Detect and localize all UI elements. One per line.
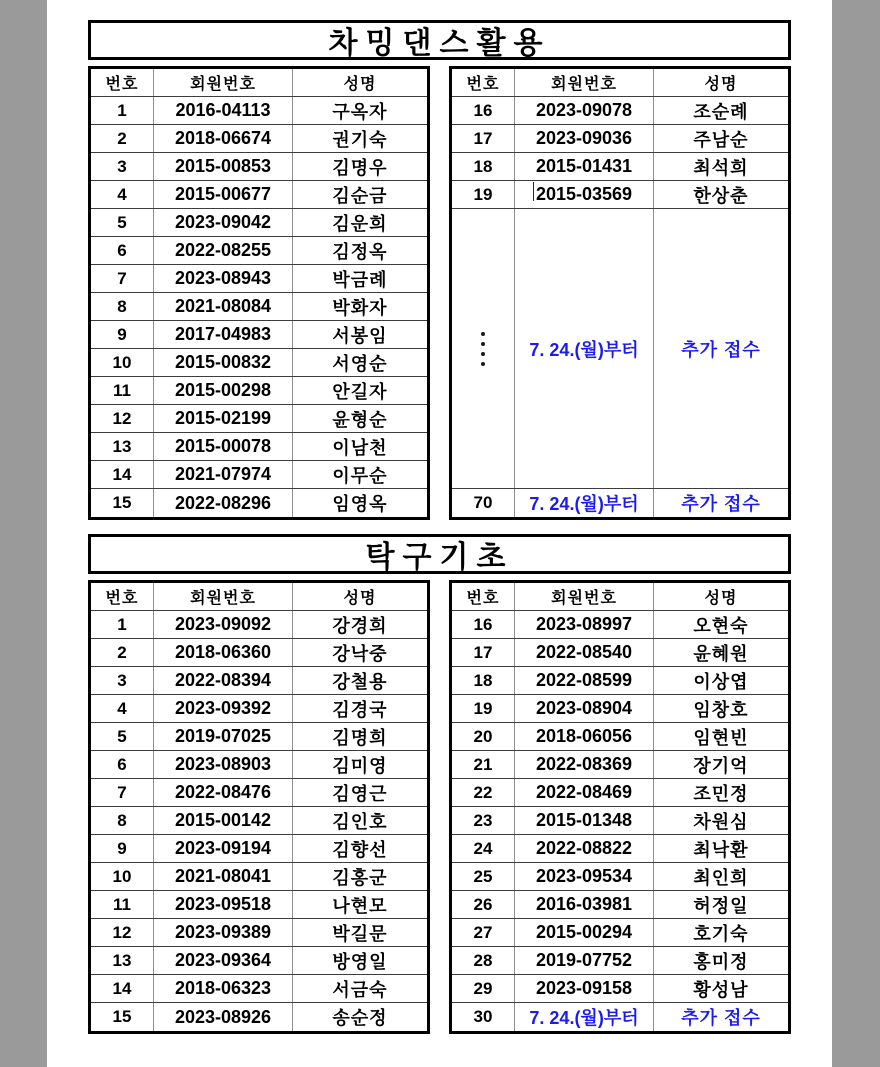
header-member-number: 회원번호 bbox=[514, 69, 654, 96]
member-name-cell: 구옥자 bbox=[332, 101, 388, 122]
section-charming-dance bbox=[88, 20, 791, 520]
row-number-cell: 12 bbox=[112, 408, 132, 428]
member-table-left bbox=[88, 580, 430, 1034]
table-row bbox=[452, 611, 788, 639]
row-number-cell: 19 bbox=[473, 184, 493, 204]
row-number-cell: 12 bbox=[112, 922, 132, 942]
member-name-cell: 장기억 bbox=[693, 755, 749, 776]
row-number-cell: 17 bbox=[473, 642, 493, 662]
row-number-cell: 21 bbox=[473, 754, 493, 774]
row-number-cell: 27 bbox=[473, 922, 493, 942]
member-name-cell: 김명희 bbox=[332, 727, 388, 748]
member-name-cell: 임영옥 bbox=[332, 494, 388, 514]
row-number-cell: 11 bbox=[113, 894, 131, 914]
section-table-tennis bbox=[88, 534, 791, 1034]
table-row bbox=[91, 667, 427, 695]
member-number-cell: 2015-02199 bbox=[153, 405, 293, 432]
table-row bbox=[452, 97, 788, 125]
member-name-cell: 김경국 bbox=[332, 699, 388, 720]
member-number-cell: 2021-08041 bbox=[153, 863, 293, 890]
member-name-cell: 오현숙 bbox=[693, 615, 749, 636]
member-number-cell: 2022-08822 bbox=[514, 835, 654, 862]
row-number-cell: 7 bbox=[117, 782, 127, 802]
member-number-cell: 2018-06674 bbox=[153, 125, 293, 152]
header-member-number: 회원번호 bbox=[514, 583, 654, 610]
member-name-cell: 박길문 bbox=[332, 923, 388, 944]
member-name-cell: 추가 접수 bbox=[681, 494, 761, 514]
member-number-cell: 2023-09518 bbox=[153, 891, 293, 918]
table-row bbox=[91, 405, 427, 433]
table-body bbox=[452, 489, 788, 517]
table-body bbox=[452, 97, 788, 209]
row-number-cell: 18 bbox=[473, 670, 493, 690]
row-number-cell: 1 bbox=[117, 614, 127, 634]
member-number-cell: 2023-09042 bbox=[153, 209, 293, 236]
row-number-cell: 8 bbox=[117, 296, 127, 316]
row-number-cell: 1 bbox=[117, 100, 127, 120]
row-number-cell: 14 bbox=[112, 978, 132, 998]
member-name-cell: 홍미정 bbox=[693, 951, 749, 972]
member-name-cell: 조민정 bbox=[693, 783, 749, 804]
member-name-cell: 송순정 bbox=[332, 1008, 388, 1028]
member-number-cell: 7. 24.(월)부터 bbox=[514, 489, 654, 517]
text-cursor bbox=[533, 182, 534, 201]
table-row bbox=[452, 639, 788, 667]
member-name-cell: 김운희 bbox=[332, 213, 388, 234]
member-number-cell: 2022-08476 bbox=[153, 779, 293, 806]
table-header-row bbox=[91, 69, 427, 97]
table-row bbox=[91, 321, 427, 349]
member-name-cell: 조순례 bbox=[693, 101, 749, 122]
row-number-cell: 22 bbox=[473, 782, 493, 802]
member-name-cell: 김명우 bbox=[332, 157, 388, 178]
header-number: 번호 bbox=[466, 590, 500, 607]
table-row bbox=[91, 1003, 427, 1031]
row-number-cell: 11 bbox=[113, 380, 131, 400]
table-row bbox=[91, 835, 427, 863]
row-number-cell: 8 bbox=[117, 810, 127, 830]
table-row bbox=[91, 611, 427, 639]
member-name-cell: 강철용 bbox=[332, 671, 388, 692]
row-number-cell: 16 bbox=[473, 100, 493, 120]
header-number: 번호 bbox=[105, 590, 139, 607]
header-member-number: 회원번호 bbox=[153, 69, 293, 96]
row-number-cell: 4 bbox=[117, 698, 127, 718]
table-row bbox=[91, 97, 427, 125]
member-name-cell: 임현빈 bbox=[693, 727, 749, 748]
member-number-cell: 2015-00853 bbox=[153, 153, 293, 180]
table-row bbox=[91, 209, 427, 237]
member-number-cell: 2016-04113 bbox=[153, 97, 293, 124]
additional-signup-row bbox=[452, 209, 788, 489]
table-row bbox=[452, 489, 788, 517]
member-name-cell: 박금례 bbox=[332, 269, 388, 290]
member-number-cell: 2023-08943 bbox=[153, 265, 293, 292]
table-body bbox=[452, 611, 788, 1031]
row-number-cell: 26 bbox=[473, 894, 493, 914]
member-name-cell: 김인호 bbox=[332, 811, 388, 832]
member-name-cell: 추가 접수 bbox=[681, 1008, 761, 1028]
table-row bbox=[452, 891, 788, 919]
table-row bbox=[452, 153, 788, 181]
row-number-cell: 4 bbox=[117, 184, 127, 204]
member-name-cell: 호기숙 bbox=[693, 923, 749, 944]
member-name-cell: 추가 접수 bbox=[681, 339, 761, 360]
table-row bbox=[91, 489, 427, 517]
member-number-cell: 2022-08296 bbox=[153, 489, 293, 517]
section-title: 차밍댄스활용 bbox=[328, 27, 551, 60]
member-name-cell: 이남천 bbox=[332, 437, 388, 458]
member-number-cell: 2015-00298 bbox=[153, 377, 293, 404]
member-name-cell: 박화자 bbox=[332, 297, 388, 318]
table-row bbox=[91, 919, 427, 947]
member-name-cell: 최석희 bbox=[693, 157, 749, 178]
member-number-cell: 2021-07974 bbox=[153, 461, 293, 488]
table-body bbox=[91, 611, 427, 1031]
member-name-cell: 강낙중 bbox=[332, 643, 388, 664]
table-row bbox=[91, 975, 427, 1003]
member-number-cell: 2015-03569 bbox=[514, 181, 654, 208]
table-row bbox=[91, 807, 427, 835]
member-name-cell: 주남순 bbox=[693, 129, 749, 150]
table-header-row bbox=[452, 69, 788, 97]
member-number-cell: 7. 24.(월)부터 bbox=[514, 209, 654, 488]
member-name-cell: 김영근 bbox=[332, 783, 388, 804]
table-row bbox=[91, 639, 427, 667]
table-row bbox=[452, 919, 788, 947]
row-number-cell: 24 bbox=[473, 838, 493, 858]
member-number-cell: 2023-09158 bbox=[514, 975, 654, 1002]
member-number-cell: 2019-07025 bbox=[153, 723, 293, 750]
member-number-cell: 2015-00294 bbox=[514, 919, 654, 946]
table-row bbox=[452, 807, 788, 835]
table-row bbox=[452, 863, 788, 891]
table-row bbox=[452, 1003, 788, 1031]
tables-pair bbox=[88, 66, 791, 520]
member-name-cell: 서봉임 bbox=[332, 325, 388, 346]
row-number-cell: 10 bbox=[112, 866, 132, 886]
member-number-cell: 2022-08599 bbox=[514, 667, 654, 694]
member-name-cell: 나현모 bbox=[332, 895, 388, 916]
member-name-cell: 차원심 bbox=[693, 811, 749, 832]
member-number-cell: 2015-00142 bbox=[153, 807, 293, 834]
table-row bbox=[452, 975, 788, 1003]
row-number-cell: 5 bbox=[117, 212, 127, 232]
table-row bbox=[452, 835, 788, 863]
row-number-cell: 2 bbox=[117, 642, 127, 662]
header-member-number: 회원번호 bbox=[153, 583, 293, 610]
member-number-cell: 2015-01348 bbox=[514, 807, 654, 834]
member-name-cell: 김정옥 bbox=[332, 241, 388, 262]
row-number-cell: 19 bbox=[473, 698, 493, 718]
member-number-cell: 2023-08997 bbox=[514, 611, 654, 638]
member-name-cell: 김미영 bbox=[332, 755, 388, 776]
member-number-cell: 2015-01431 bbox=[514, 153, 654, 180]
row-number-cell: 7 bbox=[117, 268, 127, 288]
member-number-cell: 2018-06360 bbox=[153, 639, 293, 666]
section-title-box bbox=[88, 534, 791, 574]
header-name: 성명 bbox=[343, 76, 377, 93]
table-row bbox=[452, 779, 788, 807]
table-row bbox=[91, 891, 427, 919]
table-row bbox=[452, 695, 788, 723]
member-number-cell: 2023-08904 bbox=[514, 695, 654, 722]
table-row bbox=[91, 153, 427, 181]
row-number-cell: 16 bbox=[473, 614, 493, 634]
row-number-cell: 2 bbox=[117, 128, 127, 148]
row-number-cell: 6 bbox=[117, 754, 127, 774]
row-number-cell: 9 bbox=[117, 324, 127, 344]
member-number-cell: 2023-09364 bbox=[153, 947, 293, 974]
member-number-cell: 2021-08084 bbox=[153, 293, 293, 320]
table-row bbox=[91, 237, 427, 265]
member-number-cell: 2023-09078 bbox=[514, 97, 654, 124]
member-number-cell: 2023-09036 bbox=[514, 125, 654, 152]
member-number-cell: 2023-08903 bbox=[153, 751, 293, 778]
table-row bbox=[91, 433, 427, 461]
row-number-cell: 28 bbox=[473, 950, 493, 970]
table-row bbox=[452, 751, 788, 779]
member-name-cell: 서영순 bbox=[332, 353, 388, 374]
member-name-cell: 한상춘 bbox=[693, 185, 749, 206]
table-row bbox=[91, 349, 427, 377]
table-row bbox=[452, 181, 788, 209]
member-name-cell: 방영일 bbox=[332, 951, 388, 972]
member-number-cell: 2022-08394 bbox=[153, 667, 293, 694]
member-number-cell: 2023-09534 bbox=[514, 863, 654, 890]
member-number-cell: 7. 24.(월)부터 bbox=[514, 1003, 654, 1031]
table-row bbox=[91, 461, 427, 489]
member-number-cell: 2015-00677 bbox=[153, 181, 293, 208]
member-number-cell: 2023-09392 bbox=[153, 695, 293, 722]
table-header-row bbox=[452, 583, 788, 611]
table-row bbox=[91, 723, 427, 751]
row-number-cell: 18 bbox=[473, 156, 493, 176]
member-number-cell: 2023-09389 bbox=[153, 919, 293, 946]
table-row bbox=[91, 863, 427, 891]
member-name-cell: 안길자 bbox=[332, 381, 388, 402]
row-number-cell: 15 bbox=[112, 1007, 132, 1026]
table-body bbox=[91, 97, 427, 517]
row-number-cell: 23 bbox=[473, 810, 493, 830]
member-number-cell: 2019-07752 bbox=[514, 947, 654, 974]
header-name: 성명 bbox=[704, 76, 738, 93]
header-number: 번호 bbox=[105, 76, 139, 93]
member-number-cell: 2018-06323 bbox=[153, 975, 293, 1002]
table-row bbox=[91, 181, 427, 209]
table-row bbox=[452, 723, 788, 751]
table-row bbox=[452, 667, 788, 695]
member-name-cell: 김홍군 bbox=[332, 867, 388, 888]
member-name-cell: 허정일 bbox=[693, 895, 749, 916]
member-number-cell: 2018-06056 bbox=[514, 723, 654, 750]
table-row bbox=[91, 751, 427, 779]
header-number: 번호 bbox=[466, 76, 500, 93]
row-number-cell: 17 bbox=[473, 128, 493, 148]
row-number-cell: 70 bbox=[473, 493, 493, 512]
member-number-cell: 2022-08469 bbox=[514, 779, 654, 806]
section-title-box bbox=[88, 20, 791, 60]
member-number-cell: 2022-08540 bbox=[514, 639, 654, 666]
table-row bbox=[91, 377, 427, 405]
row-number-cell: 20 bbox=[473, 726, 493, 746]
section-title: 탁구기초 bbox=[365, 541, 514, 574]
row-number-cell: 5 bbox=[117, 726, 127, 746]
member-name-cell: 임창호 bbox=[693, 699, 749, 720]
row-number-cell: 10 bbox=[112, 352, 132, 372]
member-number-cell: 2016-03981 bbox=[514, 891, 654, 918]
member-table-right bbox=[449, 66, 791, 520]
member-name-cell: 강경희 bbox=[332, 615, 388, 636]
member-name-cell: 이무순 bbox=[332, 465, 388, 486]
member-name-cell: 윤혜원 bbox=[693, 643, 749, 664]
member-number-cell: 2017-04983 bbox=[153, 321, 293, 348]
member-name-cell: 김순금 bbox=[332, 185, 388, 206]
row-number-cell: 13 bbox=[112, 950, 132, 970]
member-name-cell: 윤형순 bbox=[332, 409, 388, 430]
member-name-cell: 최낙환 bbox=[693, 839, 749, 860]
row-number-cell: 14 bbox=[112, 464, 132, 484]
member-name-cell: 김향선 bbox=[332, 839, 388, 860]
row-number-cell: 3 bbox=[117, 670, 127, 690]
row-number-cell: 9 bbox=[117, 838, 127, 858]
document-content bbox=[88, 20, 791, 1034]
row-number-cell: 30 bbox=[473, 1007, 493, 1026]
member-number-cell: 2015-00078 bbox=[153, 433, 293, 460]
member-number-cell: 2023-08926 bbox=[153, 1003, 293, 1031]
member-name-cell: 이상엽 bbox=[693, 671, 749, 692]
row-number-cell: 25 bbox=[473, 866, 493, 886]
header-name: 성명 bbox=[343, 590, 377, 607]
member-name-cell: 최인희 bbox=[693, 867, 749, 888]
row-number-cell: 6 bbox=[117, 240, 127, 260]
member-number-cell: 2023-09092 bbox=[153, 611, 293, 638]
tables-pair bbox=[88, 580, 791, 1034]
row-number-cell: 3 bbox=[117, 156, 127, 176]
row-number-cell: 15 bbox=[112, 493, 132, 512]
header-name: 성명 bbox=[704, 590, 738, 607]
table-row bbox=[452, 947, 788, 975]
member-number-cell: 2023-09194 bbox=[153, 835, 293, 862]
row-number-cell: 13 bbox=[112, 436, 132, 456]
member-name-cell: 권기숙 bbox=[332, 129, 388, 150]
row-number-cell: 29 bbox=[473, 978, 493, 998]
table-row bbox=[91, 293, 427, 321]
member-table-left bbox=[88, 66, 430, 520]
member-number-cell: 2022-08255 bbox=[153, 237, 293, 264]
member-table-right bbox=[449, 580, 791, 1034]
member-number-cell: 2022-08369 bbox=[514, 751, 654, 778]
table-row bbox=[91, 947, 427, 975]
table-row bbox=[91, 265, 427, 293]
table-row bbox=[91, 125, 427, 153]
member-number-cell: 2015-00832 bbox=[153, 349, 293, 376]
table-row bbox=[452, 125, 788, 153]
document-page bbox=[47, 0, 832, 1067]
table-header-row bbox=[91, 583, 427, 611]
vertical-ellipsis-icon bbox=[452, 209, 514, 488]
member-name-cell: 서금숙 bbox=[332, 979, 388, 1000]
table-row bbox=[91, 695, 427, 723]
member-name-cell: 황성남 bbox=[693, 979, 749, 1000]
table-row bbox=[91, 779, 427, 807]
